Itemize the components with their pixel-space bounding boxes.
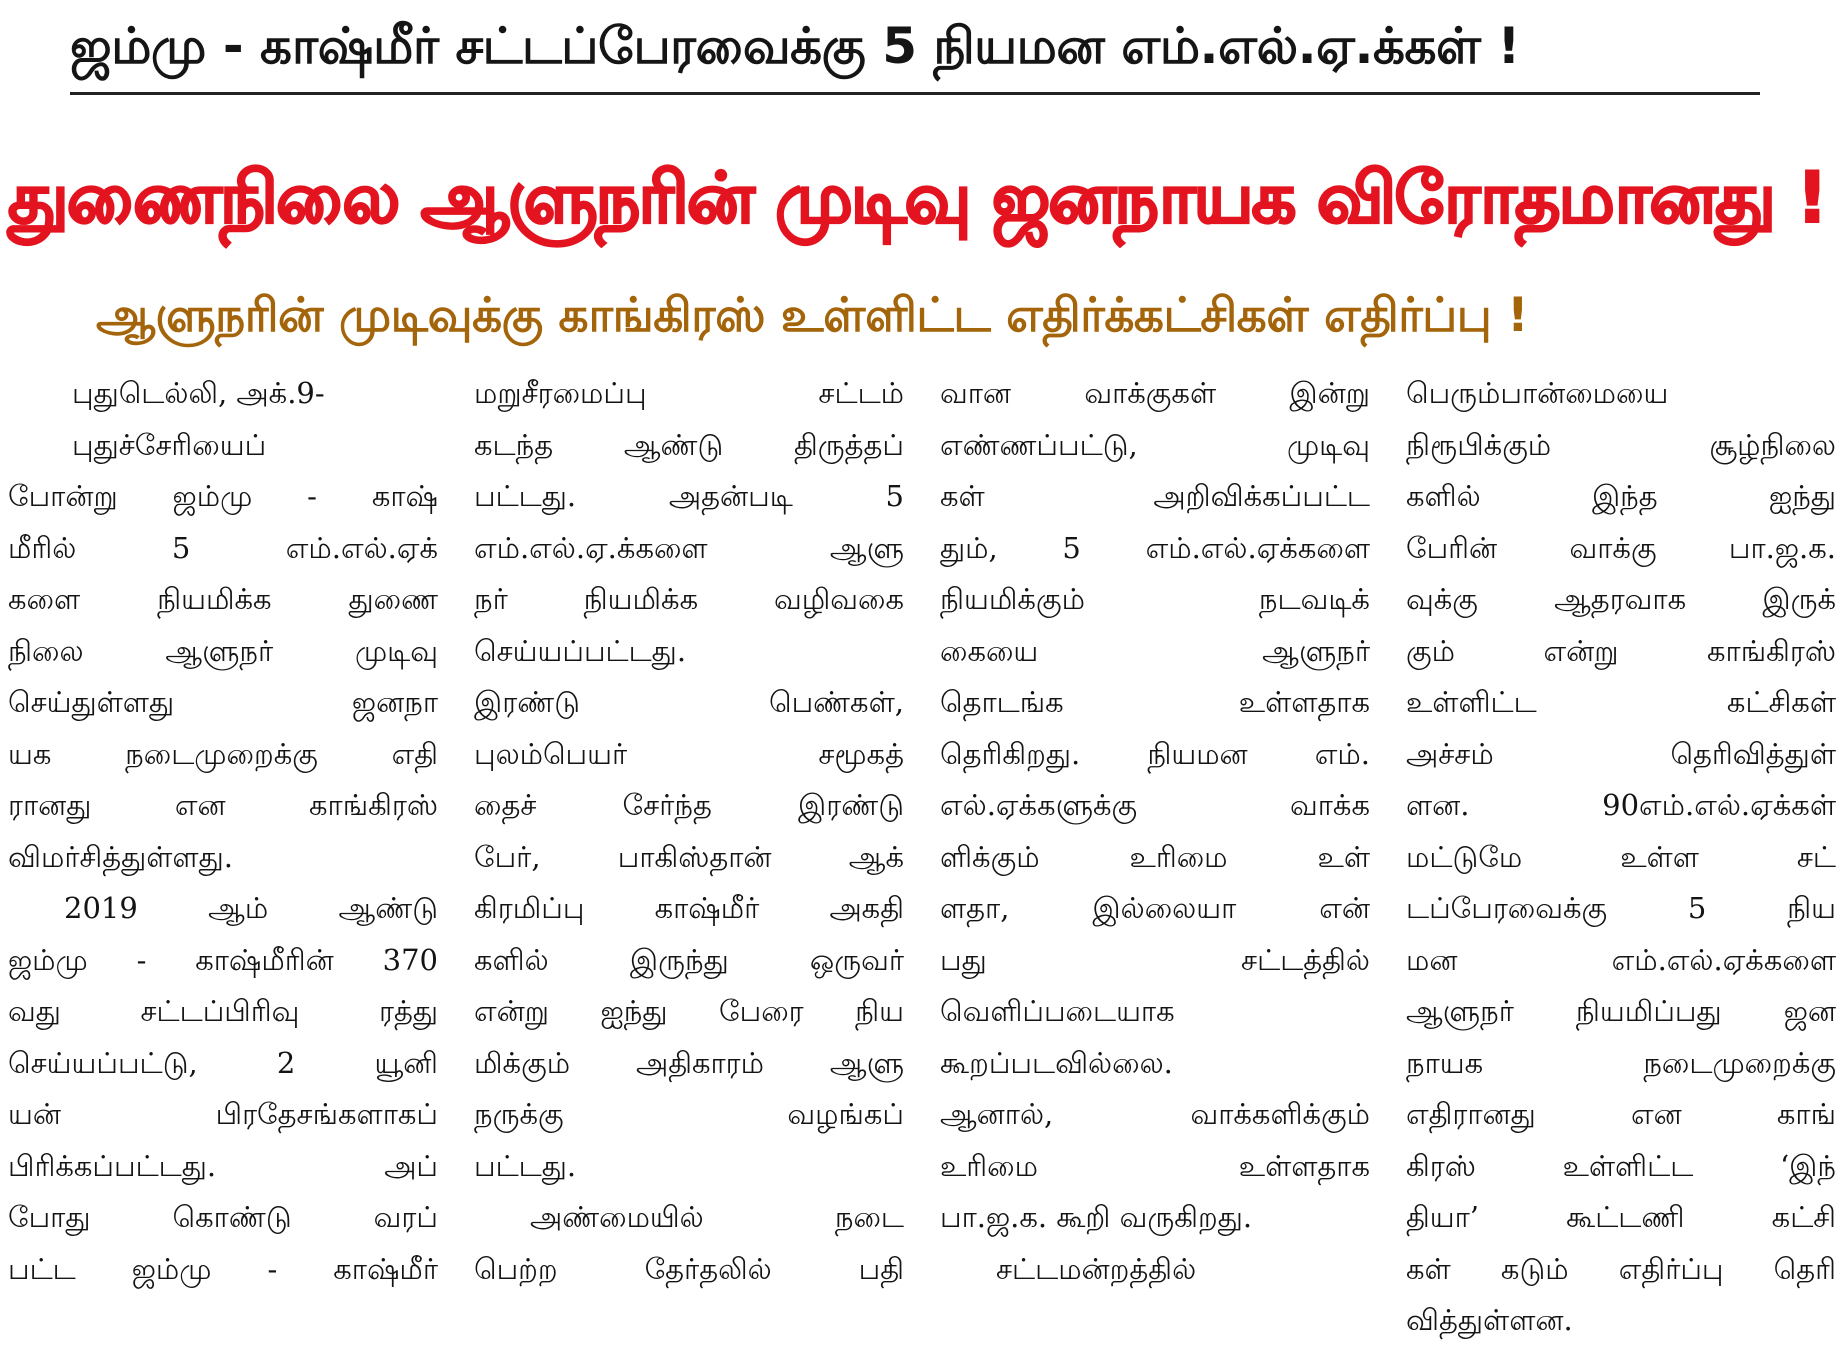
article-line: பது சட்டத்தில் (940, 942, 1370, 977)
article-line: கடந்த ஆண்டு திருத்தப் (474, 427, 904, 462)
article-line: கூறப்படவில்லை. (940, 1045, 1173, 1080)
article-line: மன எம்.எல்.ஏக்களை (1406, 942, 1836, 977)
article-line: நிலை ஆளுநர் முடிவு (8, 633, 438, 668)
article-line: ளதா, இல்லையா என் (940, 891, 1370, 925)
article-column-1 (8, 368, 438, 1298)
subheadline: ஆளுநரின் முடிவுக்கு காங்கிரஸ் உள்ளிட்ட எதிர்க்கட்சிகள் எதிர்ப்பு ! (96, 288, 1529, 343)
main-headline: துணைநிலை ஆளுநரின் முடிவு ஜனநாயக விரோதமானது ! (8, 157, 1827, 239)
article-line: பட்டது. (474, 1148, 577, 1183)
article-line: நிரூபிக்கும் சூழ்நிலை (1406, 427, 1836, 462)
article-line: நியமிக்கும் நடவடிக் (940, 582, 1370, 616)
article-line: நர் நியமிக்க வழிவகை (474, 582, 904, 616)
article-line: புலம்பெயர் சமூகத் (474, 736, 904, 771)
article-line: பேர், பாகிஸ்தான் ஆக் (474, 839, 904, 874)
article-line: செய்யப்பட்டு, 2 யூனி (8, 1045, 438, 1080)
article-line: விமர்சித்துள்ளது. (8, 839, 233, 874)
article-column-4 (1406, 368, 1836, 1337)
article-line: கள் அறிவிக்கப்பட்ட (940, 479, 1370, 513)
article-line: எம்.எல்.ஏ.க்களை ஆளு (474, 530, 904, 565)
article-line: வுக்கு ஆதரவாக இருக் (1406, 582, 1836, 616)
article-line: சட்டமன்றத்தில் (996, 1251, 1197, 1286)
article-line: தெரிகிறது. நியமன எம். (940, 736, 1370, 771)
article-line: போது கொண்டு வரப் (8, 1200, 438, 1234)
article-line: தியா’ கூட்டணி கட்சி (1406, 1200, 1836, 1234)
article-line: புதுடெல்லி, அக்.9- (72, 376, 325, 410)
article-line: வது சட்டப்பிரிவு ரத்து (8, 994, 438, 1028)
article-line: களில் இருந்து ஒருவர் (474, 942, 904, 977)
article-line: பேரின் வாக்கு பா.ஜ.க. (1406, 530, 1836, 565)
article-line: உள்ளிட்ட கட்சிகள் (1406, 685, 1836, 719)
article-line: கிரமிப்பு காஷ்மீர் அகதி (474, 891, 904, 925)
article-line: தைச் சேர்ந்த இரண்டு (474, 788, 904, 822)
article-line: யன் பிரதேசங்களாகப் (8, 1097, 438, 1131)
article-line: கிரஸ் உள்ளிட்ட ‘இந் (1406, 1148, 1836, 1183)
article-line: பா.ஜ.க. கூறி வருகிறது. (940, 1200, 1253, 1234)
article-line: 2019 ஆம் ஆண்டு (64, 891, 438, 925)
article-line: பட்டது. அதன்படி 5 (474, 479, 904, 513)
article-line: ஆளுநர் நியமிப்பது ஜன (1406, 994, 1836, 1028)
article-line: மிக்கும் அதிகாரம் ஆளு (474, 1045, 904, 1080)
article-line: இரண்டு பெண்கள், (474, 685, 904, 719)
article-line: எல்.ஏக்களுக்கு வாக்க (940, 788, 1370, 822)
article-line: வித்துள்ளன. (1406, 1303, 1573, 1337)
article-line: பெற்ற தேர்தலில் பதி (474, 1251, 904, 1286)
article-line: புதுச்சேரியைப் (72, 427, 267, 462)
article-line: நாயக நடைமுறைக்கு (1406, 1045, 1836, 1080)
article-line: மட்டுமே உள்ள சட் (1406, 839, 1836, 874)
article-line: தொடங்க உள்ளதாக (940, 685, 1370, 719)
article-line: ளன. 90எம்.எல்.ஏக்கள் (1406, 788, 1836, 822)
article-line: என்று ஐந்து பேரை நிய (474, 994, 904, 1028)
article-column-2 (474, 368, 904, 1298)
article-line: நருக்கு வழங்கப் (474, 1097, 904, 1131)
article-line: செய்துள்ளது ஜனநா (8, 685, 438, 719)
article-line: ஆனால், வாக்களிக்கும் (940, 1097, 1370, 1131)
article-line: யக நடைமுறைக்கு எதி (8, 736, 438, 771)
article-line: ரானது என காங்கிரஸ் (8, 788, 438, 822)
article-line: எண்ணப்பட்டு, முடிவு (940, 427, 1370, 462)
article-line: பிரிக்கப்பட்டது. அப் (8, 1148, 438, 1183)
kicker-divider (70, 92, 1760, 95)
article-line: கள் கடும் எதிர்ப்பு தெரி (1406, 1251, 1836, 1286)
article-line: வெளிப்படையாக (940, 994, 1175, 1028)
article-line: தும், 5 எம்.எல்.ஏக்களை (940, 530, 1370, 565)
kicker-headline: ஜம்மு - காஷ்மீர் சட்டப்பேரவைக்கு 5 நியமன எம்.எல்.ஏ.க்கள் ! (70, 17, 1520, 75)
article-line: களில் இந்த ஐந்து (1406, 479, 1836, 513)
article-line: வான வாக்குகள் இன்று (940, 376, 1370, 410)
article-line: டப்பேரவைக்கு 5 நிய (1406, 891, 1836, 925)
article-line: கையை ஆளுநர் (940, 633, 1370, 668)
article-line: போன்று ஜம்மு - காஷ் (8, 479, 438, 513)
article-line: பெரும்பான்மையை (1406, 376, 1669, 410)
article-line: மறுசீரமைப்பு சட்டம் (474, 376, 904, 410)
article-line: கும் என்று காங்கிரஸ் (1406, 633, 1836, 668)
article-line: எதிரானது என காங் (1406, 1097, 1836, 1131)
article-column-3 (940, 368, 1370, 1298)
article-line: ளிக்கும் உரிமை உள் (940, 839, 1370, 874)
article-line: ஜம்மு - காஷ்மீரின் 370 (8, 942, 438, 977)
article-line: பட்ட ஜம்மு - காஷ்மீர் (8, 1251, 438, 1286)
article-line: களை நியமிக்க துணை (8, 582, 438, 616)
article-line: மீரில் 5 எம்.எல்.ஏக் (8, 530, 438, 565)
article-line: அண்மையில் நடை (530, 1200, 904, 1234)
article-line: செய்யப்பட்டது. (474, 633, 687, 668)
article-line: உரிமை உள்ளதாக (940, 1148, 1370, 1183)
article-line: அச்சம் தெரிவித்துள் (1406, 736, 1836, 771)
